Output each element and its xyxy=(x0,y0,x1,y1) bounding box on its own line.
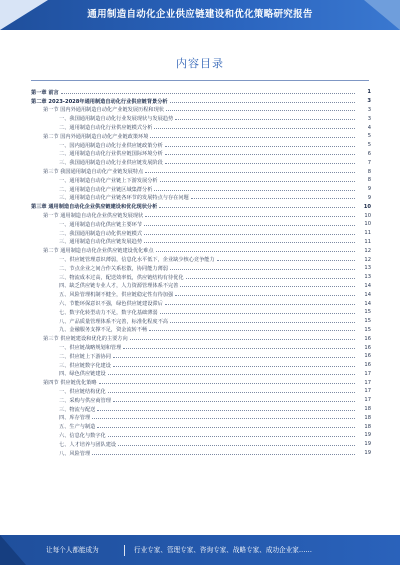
toc-entry-label: 一、供应链结构优化 xyxy=(59,388,106,395)
toc-entry-page: 11 xyxy=(364,238,371,245)
toc-entry-page: 15 xyxy=(364,318,371,325)
toc-leader-dots xyxy=(160,313,355,314)
toc-entry[interactable] xyxy=(31,88,371,97)
toc-entry[interactable] xyxy=(31,114,371,123)
toc-divider xyxy=(31,80,369,81)
toc-leader-dots xyxy=(144,234,355,235)
toc-entry[interactable] xyxy=(31,229,371,238)
toc-entry[interactable] xyxy=(31,343,371,352)
footer-roles: 行业专家、管理专家、咨询专家、战略专家、成功企业家…… xyxy=(134,546,313,554)
toc-leader-dots xyxy=(97,427,355,428)
toc-entry[interactable] xyxy=(31,449,371,458)
toc-entry-label: 第一章 前言 xyxy=(31,89,59,96)
toc-entry-label: 二、我国通用制造自动化供应链模式 xyxy=(59,230,143,237)
toc-entry[interactable] xyxy=(31,176,371,185)
toc-entry-page: 16 xyxy=(364,335,371,342)
toc-leader-dots xyxy=(170,269,355,270)
toc-entry-page: 5 xyxy=(367,133,371,140)
toc-entry[interactable] xyxy=(31,246,371,255)
toc-entry-label: 第三章 通用制造自动化企业供应链建设和优化现状分析 xyxy=(31,204,158,211)
toc-leader-dots xyxy=(175,119,355,120)
toc-leader-dots xyxy=(175,295,355,296)
toc-leader-dots xyxy=(108,374,355,375)
toc-entry[interactable] xyxy=(31,308,371,317)
toc-entry-page: 10 xyxy=(364,212,371,219)
toc-entry[interactable] xyxy=(31,194,371,203)
toc-entry[interactable] xyxy=(31,273,371,282)
toc-entry-label: 二、通用制造自动化行业供应链模式分析 xyxy=(59,125,153,132)
toc-entry-page: 18 xyxy=(364,423,371,430)
toc-leader-dots xyxy=(99,383,355,384)
toc-entry-label: 二、采购与供应商管理 xyxy=(59,397,111,404)
toc-entry-label: 五、生产与制造 xyxy=(59,424,96,431)
toc-entry-label: 六、信息化与数字化 xyxy=(59,432,106,439)
toc-entry[interactable] xyxy=(31,141,371,150)
toc-entry-label: 第二章 2023-2028年通用制造自动化行业供应链背景分析 xyxy=(31,98,168,105)
toc-leader-dots xyxy=(113,357,355,358)
toc-entry[interactable] xyxy=(31,255,371,264)
toc-entry-page: 17 xyxy=(364,370,371,377)
toc-entry[interactable] xyxy=(31,123,371,132)
toc-entry-page: 12 xyxy=(364,247,371,254)
footer-divider xyxy=(124,545,125,556)
toc-entry-page: 9 xyxy=(367,194,371,201)
toc-leader-dots xyxy=(154,128,355,129)
toc-leader-dots xyxy=(145,172,355,173)
toc-entry-label: 三、通用制造自动化供应链发展趋势 xyxy=(59,239,143,246)
toc-entry[interactable] xyxy=(31,431,371,440)
toc-entry-page: 4 xyxy=(367,124,371,131)
footer-slogan: 让每个人都能成为 xyxy=(46,546,99,554)
toc-entry-label: 一、供应链管理意识薄弱，信息化水平低下，企业缺少核心竞争能力 xyxy=(59,257,215,264)
toc-leader-dots xyxy=(144,225,355,226)
toc-entry-label: 二、通用制造自动化行业供应链国际环境分析 xyxy=(59,151,163,158)
toc-leader-dots xyxy=(144,242,355,243)
toc-entry[interactable] xyxy=(31,185,371,194)
footer-accent xyxy=(0,535,26,565)
toc-entry-page: 19 xyxy=(364,432,371,439)
toc-entry-label: 二、节点企业之间合作关系松散，协同能力薄弱 xyxy=(59,265,168,272)
toc-leader-dots xyxy=(92,454,355,455)
toc-entry-page: 6 xyxy=(367,150,371,157)
toc-entry-label: 六、节能环保意识不强，绿色供应链建设滞后 xyxy=(59,301,163,308)
toc-entry-page: 3 xyxy=(367,98,371,105)
toc-leader-dots xyxy=(97,410,355,411)
toc-entry[interactable] xyxy=(31,352,371,361)
toc-entry-page: 8 xyxy=(367,177,371,184)
toc-leader-dots xyxy=(191,198,355,199)
toc-entry-label: 三、供应链数字化建设 xyxy=(59,362,111,369)
report-title: 通用制造自动化企业供应链建设和优化策略研究报告 xyxy=(87,9,313,20)
toc-entry-page: 16 xyxy=(364,353,371,360)
toc-entry-page: 16 xyxy=(364,344,371,351)
toc-entry[interactable] xyxy=(31,387,371,396)
toc-leader-dots xyxy=(108,436,355,437)
toc-entry[interactable] xyxy=(31,317,371,326)
page-footer xyxy=(0,535,400,565)
toc-entry[interactable] xyxy=(31,378,371,387)
toc-entry-label: 一、供应链战略规划和管理 xyxy=(59,345,122,351)
toc-entry-page: 10 xyxy=(364,221,371,228)
toc-entry-page: 15 xyxy=(364,309,371,316)
toc-entry-page: 3 xyxy=(367,106,371,113)
toc-entry[interactable] xyxy=(31,422,371,431)
toc-entry-label: 九、金融服务支撑不足，资金流转不畅 xyxy=(59,327,148,334)
toc-entry-page: 17 xyxy=(364,397,371,404)
toc-leader-dots xyxy=(165,163,355,164)
toc-entry-label: 七、数字化转型动力不足，数字化基础薄弱 xyxy=(59,309,158,316)
toc-entry-page: 9 xyxy=(367,186,371,193)
toc-entry[interactable] xyxy=(31,158,371,167)
toc-entry-label: 一、国内通用制造自动化行业供应链政策分析 xyxy=(59,142,163,149)
toc-entry[interactable] xyxy=(31,150,371,159)
toc-entry-label: 三、我国通用制造自动化行业供应链发展阶段 xyxy=(59,160,163,167)
toc-entry[interactable] xyxy=(31,167,371,176)
toc-entry-label: 第一节 国内外通用制造自动化产业链发展历程和现状 xyxy=(43,107,164,114)
toc-entry-page: 12 xyxy=(364,256,371,263)
toc-entry[interactable] xyxy=(31,220,371,229)
toc-leader-dots xyxy=(108,392,355,393)
toc-entry[interactable] xyxy=(31,106,371,115)
toc-entry-label: 一、通用制造自动化供应链主要环节 xyxy=(59,221,143,228)
toc-leader-dots xyxy=(150,137,355,138)
toc-leader-dots xyxy=(156,251,355,252)
toc-leader-dots xyxy=(165,304,355,305)
toc-entry-page: 17 xyxy=(364,388,371,395)
toc-leader-dots xyxy=(170,102,355,103)
toc-entry[interactable] xyxy=(31,238,371,247)
page-header xyxy=(0,0,400,30)
toc-leader-dots xyxy=(145,216,355,217)
toc-leader-dots xyxy=(165,146,355,147)
toc-leader-dots xyxy=(92,418,355,419)
toc-heading: 内容目录 xyxy=(176,57,224,70)
toc-entry-label: 第三节 我国通用制造自动化产业链发展特点 xyxy=(43,169,144,176)
toc-entry[interactable] xyxy=(31,97,371,106)
toc-leader-dots xyxy=(165,154,355,155)
toc-leader-dots xyxy=(180,286,355,287)
toc-entry-label: 三、物流成本过高，配送效率低，供应链结构有待优化 xyxy=(59,274,184,281)
toc-entry-page: 8 xyxy=(367,168,371,175)
toc-leader-dots xyxy=(113,401,355,402)
toc-leader-dots xyxy=(118,445,355,446)
toc-entry-label: 第二节 国内外通用制造自动化产业链政策环境 xyxy=(43,133,149,140)
toc-entry-label: 第三节 供应链建设和优化的主要方向 xyxy=(43,336,128,343)
toc-entry-page: 13 xyxy=(364,265,371,272)
toc-leader-dots xyxy=(186,278,355,279)
toc-entry-page: 5 xyxy=(367,142,371,149)
toc-leader-dots xyxy=(159,207,355,208)
toc-entry-label: 二、供应链上下游协同 xyxy=(59,353,111,360)
toc-entry[interactable] xyxy=(31,440,371,449)
toc-entry-page: 3 xyxy=(367,115,371,122)
toc-entry-page: 19 xyxy=(364,450,371,457)
toc-entry-page: 14 xyxy=(364,282,371,289)
toc-entry[interactable] xyxy=(31,264,371,273)
toc-entry-page: 13 xyxy=(364,274,371,281)
toc-entry[interactable] xyxy=(31,413,371,422)
table-of-contents xyxy=(31,88,371,457)
toc-entry-label: 四、缺乏供应链专业人才，人力资源管理体系不完善 xyxy=(59,283,179,290)
toc-entry-label: 一、通用制造自动化产业链上下游发展分析 xyxy=(59,177,158,184)
toc-entry-label: 二、通用制造自动化产业链区域集群分析 xyxy=(59,186,153,193)
toc-entry-label: 第一节 通用制造自动化企业供应链发展现状 xyxy=(43,213,144,220)
toc-entry[interactable] xyxy=(31,396,371,405)
toc-entry[interactable] xyxy=(31,282,371,291)
toc-entry-page: 15 xyxy=(364,326,371,333)
toc-entry[interactable] xyxy=(31,361,371,370)
toc-entry[interactable] xyxy=(31,202,371,211)
toc-leader-dots xyxy=(160,181,355,182)
toc-leader-dots xyxy=(61,93,355,94)
toc-entry[interactable] xyxy=(31,290,371,299)
toc-entry[interactable] xyxy=(31,334,371,343)
toc-entry-label: 四、库存管理 xyxy=(59,415,91,422)
toc-entry-label: 七、人才培养与团队建设 xyxy=(59,441,117,448)
toc-entry-page: 7 xyxy=(367,159,371,166)
toc-entry-page: 19 xyxy=(364,441,371,448)
toc-entry-label: 一、我国通用制造自动化行业发展现状与发展趋势 xyxy=(59,116,174,123)
toc-leader-dots xyxy=(166,110,355,111)
toc-entry-page: 14 xyxy=(364,300,371,307)
toc-entry-page: 1 xyxy=(367,89,371,96)
toc-entry-label: 第二节 通用制造自动化企业供应链建设优化难点 xyxy=(43,248,154,255)
toc-leader-dots xyxy=(130,339,355,340)
toc-entry-label: 五、风险管理机制不健全，供应链稳定性有待加强 xyxy=(59,292,174,299)
toc-entry-label: 八、风险管理 xyxy=(59,450,91,457)
toc-entry-page: 18 xyxy=(364,414,371,421)
toc-entry-page: 18 xyxy=(364,406,371,413)
toc-leader-dots xyxy=(217,260,355,261)
toc-entry[interactable] xyxy=(31,370,371,379)
toc-entry-label: 八、产品质量管理体系不完善，标准化程度不高 xyxy=(59,318,168,325)
toc-entry-label: 四、绿色供应链建设 xyxy=(59,371,106,378)
toc-entry-label: 三、物流与配送 xyxy=(59,406,96,413)
toc-leader-dots xyxy=(123,348,355,349)
toc-leader-dots xyxy=(113,366,355,367)
toc-entry-page: 11 xyxy=(364,230,371,237)
toc-entry-page: 17 xyxy=(364,379,371,386)
toc-entry[interactable] xyxy=(31,211,371,220)
toc-leader-dots xyxy=(149,330,355,331)
toc-leader-dots xyxy=(154,190,355,191)
toc-entry-page: 10 xyxy=(363,203,371,210)
toc-entry[interactable] xyxy=(31,405,371,414)
toc-entry-label: 第四节 供应链优化策略 xyxy=(43,380,97,387)
toc-entry[interactable] xyxy=(31,299,371,308)
toc-entry-page: 16 xyxy=(364,362,371,369)
toc-leader-dots xyxy=(170,322,355,323)
toc-entry-label: 三、通用制造自动化产业链各环节的发展特点与存在问题 xyxy=(59,195,189,202)
toc-entry-page: 14 xyxy=(364,291,371,298)
toc-entry[interactable] xyxy=(31,132,371,141)
toc-entry[interactable] xyxy=(31,326,371,335)
